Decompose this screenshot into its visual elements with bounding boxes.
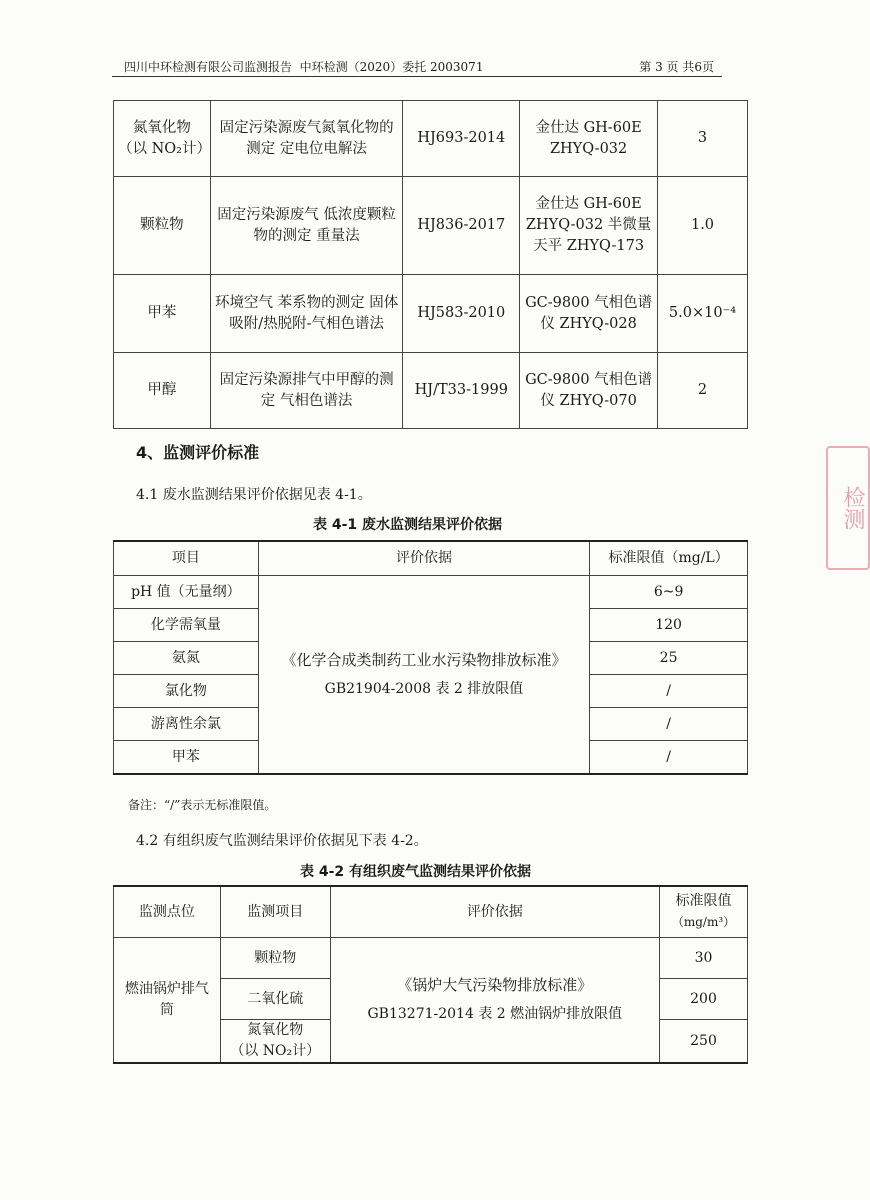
limit-cell: 3 [658, 101, 748, 177]
water-table-caption: 表 4-1 废水监测结果评价依据 [313, 517, 503, 533]
gas-standard-table [113, 885, 748, 1064]
gas-intro: 4.2 有组织废气监测结果评价依据见下表 4-2。 [136, 833, 428, 849]
table-row [114, 938, 748, 979]
item-cell: pH 值（无量纲） [114, 576, 259, 609]
standard-cell: HJ/T33-1999 [403, 353, 520, 429]
instrument-cell: 金仕达 GH-60E ZHYQ-032 半微量天平 ZHYQ-173 [520, 177, 658, 275]
item-cell: 化学需氧量 [114, 609, 259, 642]
limit-cell: 25 [590, 642, 748, 675]
column-header: 标准限值（mg/L） [590, 541, 748, 576]
page-header [112, 56, 722, 77]
item-cell: 氮氧化物 （以 NO₂计） [114, 101, 211, 177]
limit-cell: 120 [590, 609, 748, 642]
method-cell: 固定污染源废气氮氧化物的测定 定电位电解法 [210, 101, 403, 177]
seal-stamp: 检测 [826, 446, 870, 570]
limit-cell: 2 [658, 353, 748, 429]
item-cell: 氨氮 [114, 642, 259, 675]
instrument-cell: GC-9800 气相色谱仪 ZHYQ-070 [520, 353, 658, 429]
basis-cell: 《化学合成类制药工业水污染物排放标准》 GB21904-2008 表 2 排放限值 [258, 576, 589, 775]
limit-cell: 30 [660, 938, 748, 979]
limit-cell: / [590, 675, 748, 708]
table-row [114, 576, 748, 609]
standard-cell: HJ836-2017 [403, 177, 520, 275]
limit-cell: 5.0×10⁻⁴ [658, 275, 748, 353]
column-header: 评价依据 [258, 541, 589, 576]
header-org: 四川中环检测有限公司监测报告 中环检测（2020）委托 2003071 [124, 60, 484, 74]
limit-cell: / [590, 708, 748, 741]
water-intro: 4.1 废水监测结果评价依据见表 4-1。 [136, 487, 372, 503]
limit-cell: 1.0 [658, 177, 748, 275]
method-cell: 固定污染源废气 低浓度颗粒物的测定 重量法 [210, 177, 403, 275]
table-row [114, 353, 748, 429]
item-cell: 氯化物 [114, 675, 259, 708]
water-table-note: 备注：“/”表示无标准限值。 [128, 798, 277, 812]
column-header: 标准限值 （mg/m³） [660, 886, 748, 938]
table-row [114, 177, 748, 275]
item-cell: 甲苯 [114, 741, 259, 775]
item-cell: 甲苯 [114, 275, 211, 353]
section-title: 4、监测评价标准 [136, 443, 260, 462]
basis-cell: 《锅炉大气污染物排放标准》 GB13271-2014 表 2 燃油锅炉排放限值 [330, 938, 659, 1064]
gas-table-caption: 表 4-2 有组织废气监测结果评价依据 [300, 864, 532, 880]
limit-cell: 6~9 [590, 576, 748, 609]
limit-cell: 200 [660, 979, 748, 1020]
table-header-row [114, 886, 748, 938]
item-cell: 氮氧化物 （以 NO₂计） [220, 1020, 330, 1064]
column-header: 监测点位 [114, 886, 221, 938]
method-cell: 固定污染源排气中甲醇的测定 气相色谱法 [210, 353, 403, 429]
header-page-number: 第 3 页 共6页 [639, 60, 714, 74]
item-cell: 游离性余氯 [114, 708, 259, 741]
item-cell: 颗粒物 [114, 177, 211, 275]
instrument-cell: GC-9800 气相色谱仪 ZHYQ-028 [520, 275, 658, 353]
point-cell: 燃油锅炉排气筒 [114, 938, 221, 1064]
column-header: 项目 [114, 541, 259, 576]
standard-cell: HJ693-2014 [403, 101, 520, 177]
instrument-cell: 金仕达 GH-60E ZHYQ-032 [520, 101, 658, 177]
column-header: 监测项目 [220, 886, 330, 938]
methods-table [113, 100, 748, 429]
column-header: 评价依据 [330, 886, 659, 938]
method-cell: 环境空气 苯系物的测定 固体吸附/热脱附-气相色谱法 [210, 275, 403, 353]
item-cell: 二氧化硫 [220, 979, 330, 1020]
header-report-no: 中环检测（2020）委托 2003071 [299, 60, 484, 74]
limit-cell: 250 [660, 1020, 748, 1064]
table-header-row [114, 541, 748, 576]
standard-cell: HJ583-2010 [403, 275, 520, 353]
item-cell: 颗粒物 [220, 938, 330, 979]
water-standard-table [113, 540, 748, 775]
item-cell: 甲醇 [114, 353, 211, 429]
limit-cell: / [590, 741, 748, 775]
table-row [114, 101, 748, 177]
table-row [114, 275, 748, 353]
